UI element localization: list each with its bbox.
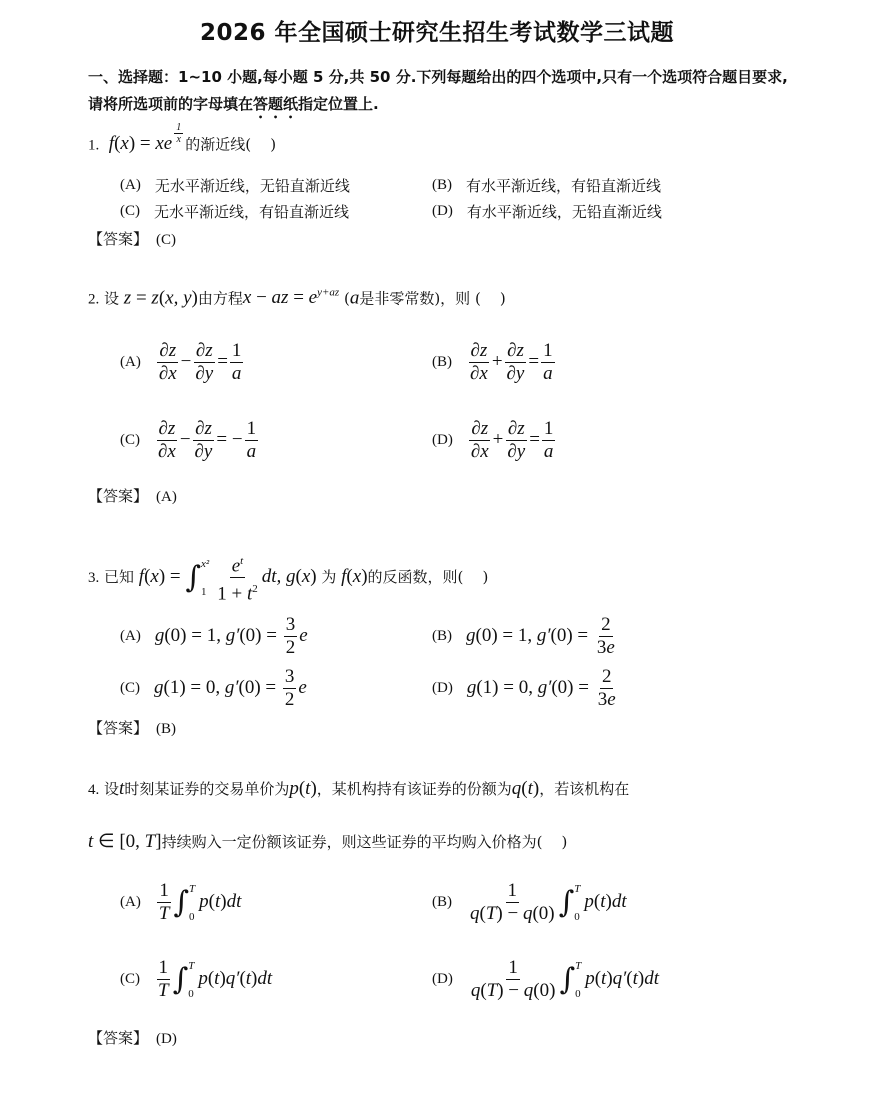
question-1-option-a: (A) 无水平渐近线，无铅直渐近线	[120, 177, 350, 195]
question-4-option-a: (A) $\frac{1}{T}$ ∫ T 0 p(t)dt	[120, 880, 242, 924]
question-2-option-c: (C) $\frac{\partial z}{\partial x}$ − $\frac{\partial z}{\partial y}$ = − $\frac{1}{a}$	[120, 418, 257, 462]
question-1-text: 的渐近线(	[185, 135, 252, 154]
question-4-option-b: (B) $\frac{1}{q(T) - q(0)}$ ∫ T 0 p(t)dt	[432, 880, 627, 924]
question-1-option-b: (B) 有水平渐近线，有铅直渐近线	[432, 177, 662, 195]
question-3-option-d: (D) g(1) = 0, g′(0) = $\frac{2}{3e}$	[432, 666, 616, 710]
section-suffix: 指定位置上.	[298, 95, 379, 113]
page-title: 2026 年全国硕士研究生招生考试数学三试题	[199, 20, 675, 46]
question-1-option-d: (D) 有水平渐近线，无铅直渐近线	[432, 203, 662, 221]
question-3-option-c: (C) g(1) = 0, g′(0) = $\frac{3}{2}$ e	[120, 666, 307, 710]
question-4-stem-line-2: t ∈ [0, T]持续购入一定份额该证券，则这些证券的平均购入价格为( )	[88, 831, 568, 852]
question-2-option-a: (A) $\frac{\partial z}{\partial x}$ − $\frac{\partial z}{\partial y}$ = $\frac{1}{a}$	[120, 340, 242, 384]
question-2-stem: 2. 设 z = z(x, y)由方程x − az = $e^{y+az}$ (a是非零常数)，则 ( )	[88, 287, 506, 309]
question-1-formula: f(x) = xe $^{\frac{1}{x}}$	[104, 122, 182, 155]
question-1-stem: 1. f(x) = xe $^{\frac{1}{x}}$ 的渐近线( )	[88, 122, 277, 155]
question-1-option-c: (C) 无水平渐近线，有铅直渐近线	[120, 203, 350, 221]
question-4-stem-line-1: 4. 设t时刻某证券的交易单价为p(t)，某机构持有该证券的份额为q(t)，若该机构在	[88, 778, 630, 799]
question-4-option-d: (D) $\frac{1}{q(T) - q(0)}$ ∫ T 0 p(t)q′(t)dt	[432, 957, 660, 1001]
question-2-option-b: (B) $\frac{\partial z}{\partial x}$ + $\frac{\partial z}{\partial y}$ = $\frac{1}{a}$	[432, 340, 553, 384]
question-3-stem: 3. 已知 f(x) = ∫ x² 1 $\frac{e^t}{1 + t^2}$ dt, g(x) 为 f(x)的反函数，则( )	[88, 550, 488, 606]
section-emphasis: 答题纸	[253, 95, 299, 113]
question-2-option-d: (D) $\frac{\partial z}{\partial x}$ + $\frac{\partial z}{\partial y}$ = $\frac{1}{a}$	[432, 418, 554, 462]
question-4-option-c: (C) $\frac{1}{T}$ ∫ T 0 p(t)q′(t)dt	[120, 957, 273, 1001]
question-3-answer: 【答案】 (B)	[88, 719, 177, 737]
question-4-answer: 【答案】 (D)	[88, 1029, 177, 1047]
question-3-option-b: (B) g(0) = 1, g′(0) = $\frac{2}{3e}$	[432, 614, 615, 658]
section-instruction	[88, 64, 788, 122]
question-1-answer: 【答案】 (C)	[88, 230, 177, 248]
question-3-option-a: (A) g(0) = 1, g′(0) = $\frac{3}{2}$ e	[120, 614, 308, 658]
question-2-answer: 【答案】 (A)	[88, 487, 177, 505]
question-1-number: 1.	[88, 137, 100, 154]
section-prefix: 一、选择题：1~10 小题,每小题 5 分,共 50 分.下列每题给出的四个选项中,只有一个选项符合题目要求,请将所选项前的字母填在	[88, 68, 788, 113]
